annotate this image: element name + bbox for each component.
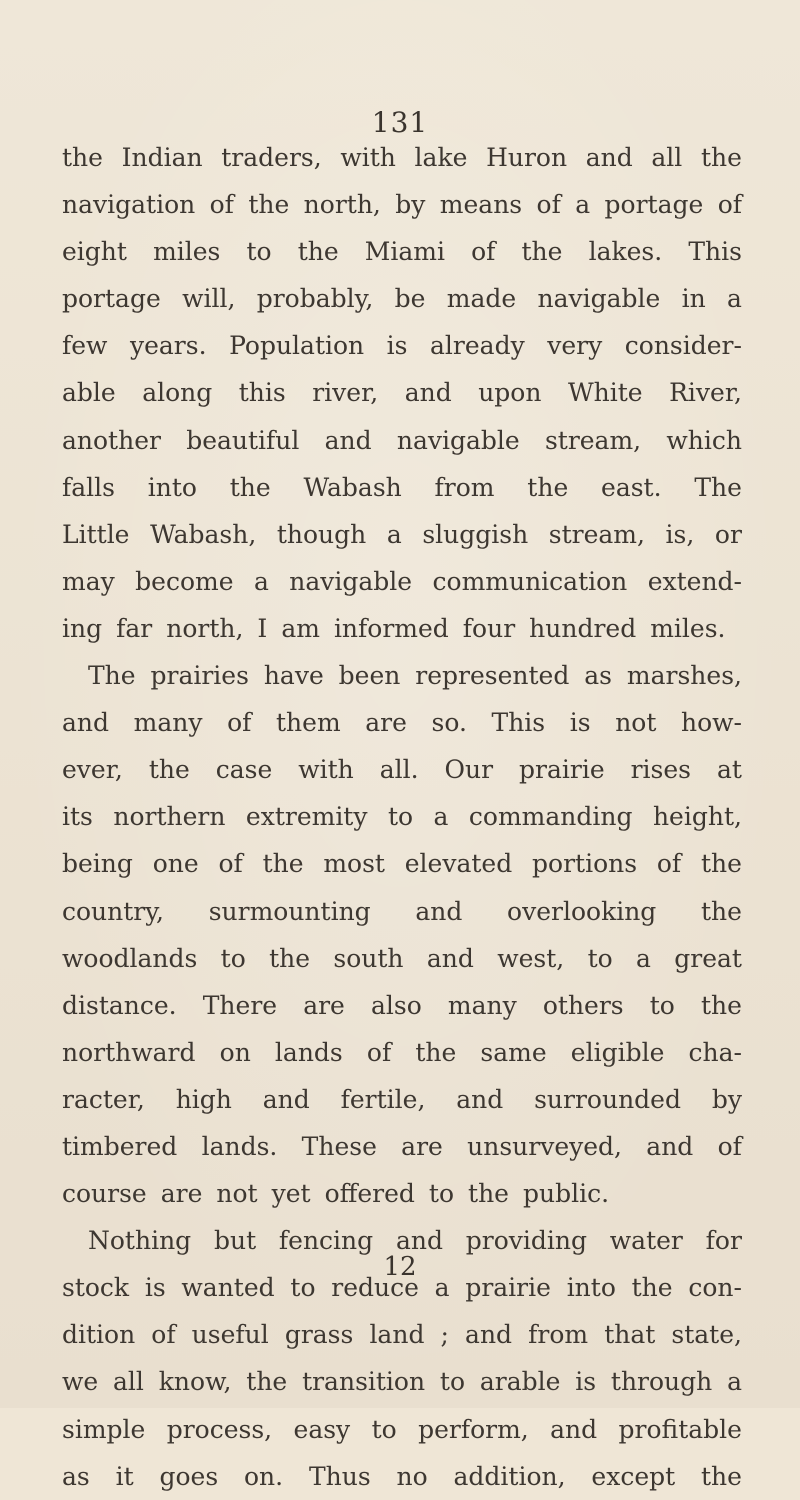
text-line: stock is wanted to reduce a prairie into the con-	[62, 1273, 742, 1303]
text-line: able along this river, and upon White River,	[62, 378, 742, 408]
text-line: few years. Population is already very consider-	[62, 331, 742, 361]
text-line: racter, high and fertile, and surrounded by	[62, 1084, 742, 1114]
text-line: as it goes on. Thus no addition, except the	[62, 1461, 742, 1491]
text-line: northward on lands of the same eligible cha-	[62, 1037, 742, 1067]
text-line: may become a navigable communication extend-	[62, 566, 742, 596]
text-line: ing far north, I am informed four hundred miles.	[62, 613, 726, 643]
text-line: eight miles to the Miami of the lakes. This	[62, 237, 742, 267]
text-line: dition of useful grass land ; and from that state,	[62, 1320, 742, 1350]
text-line: timbered lands. These are unsurveyed, and of	[62, 1131, 742, 1161]
text-line: and many of them are so. This is not how-	[62, 708, 742, 738]
text-line: The prairies have been represented as marshes,	[88, 661, 742, 691]
text-line: course are not yet offered to the public.	[62, 1179, 610, 1209]
text-line: portage will, probably, be made navigable in a	[62, 284, 742, 314]
text-line: its northern extremity to a commanding height,	[62, 802, 742, 832]
text-line: falls into the Wabash from the east. The	[62, 472, 742, 502]
text-line: we all know, the transition to arable is through a	[62, 1367, 742, 1397]
text-line: the Indian traders, with lake Huron and all the	[62, 143, 742, 172]
text-line: being one of the most elevated portions of the	[62, 849, 742, 879]
text-line: Little Wabash, though a sluggish stream, is, or	[62, 519, 742, 549]
text-line: woodlands to the south and west, to a great	[62, 943, 742, 973]
text-line: Nothing but fencing and providing water for	[88, 1226, 742, 1256]
text-line: another beautiful and navigable stream, which	[62, 425, 742, 455]
text-line: ever, the case with all. Our prairie rises at	[62, 755, 742, 785]
page-number: 131	[371, 106, 429, 139]
signature-mark: 12	[383, 1252, 417, 1282]
text-line: distance. There are also many others to the	[62, 990, 742, 1020]
body-text	[62, 134, 742, 1500]
text-line: navigation of the north, by means of a portage of	[62, 190, 742, 220]
text-line: simple process, easy to perform, and profitable	[62, 1414, 742, 1444]
text-line: country, surmounting and overlooking the	[62, 896, 742, 926]
